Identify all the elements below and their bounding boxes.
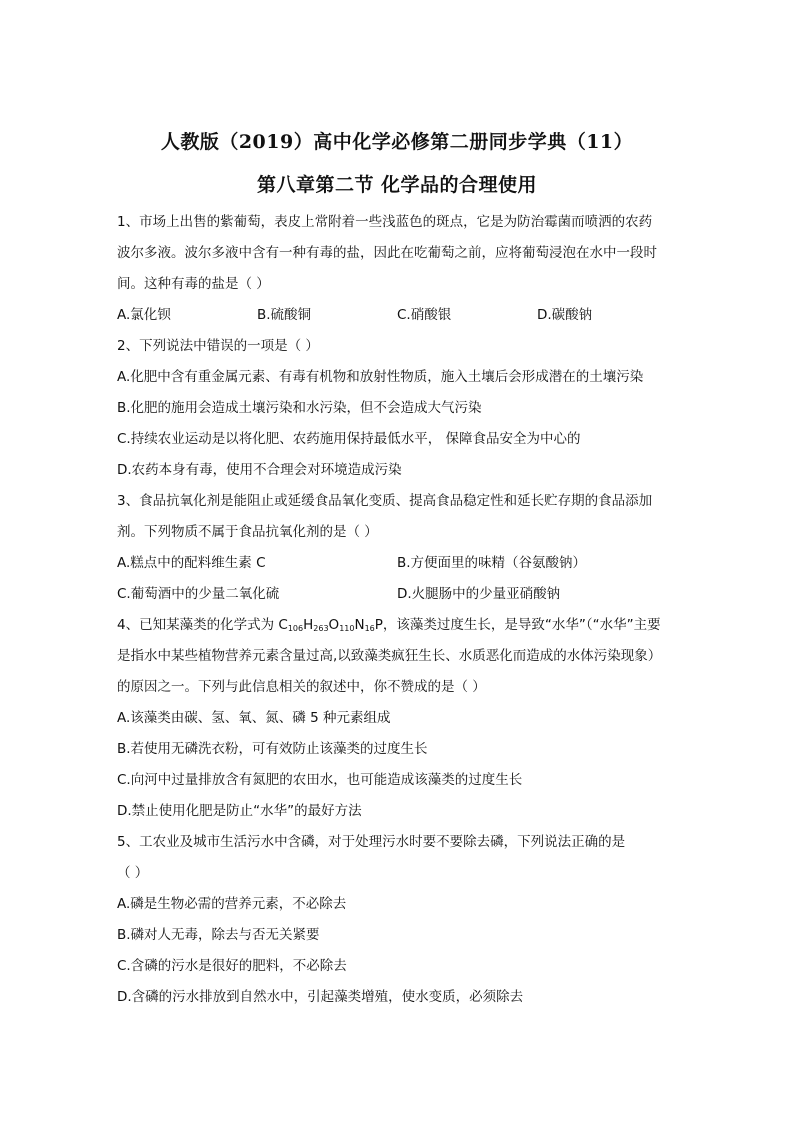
q4-stem-line3: 的原因之一。下列与此信息相关的叙述中，你不赞成的是（ ） [117, 679, 486, 695]
formula-phosphorus: P [374, 617, 383, 633]
q2-option-a: A.化肥中含有重金属元素、有毒有机物和放射性物质，施入土壤后会形成潜在的土壤污染 [117, 369, 644, 385]
q3-option-d: D.火腿肠中的少量亚硝酸钠 [397, 586, 561, 602]
q5-option-b: B.磷对人无毒，除去与否无关紧要 [117, 927, 320, 943]
formula-carbon: C [278, 617, 288, 633]
q3-option-c: C.葡萄酒中的少量二氧化硫 [117, 586, 280, 602]
q3-option-b: B.方便面里的味精（谷氨酸钠） [397, 555, 587, 571]
formula-carbon-count: 106 [287, 624, 304, 633]
q4-stem-line2: 是指水中某些植物营养元素含量过高,以致藻类疯狂生长、水质恶化而造成的水体污染现象） [117, 648, 662, 664]
chemical-formula [278, 617, 383, 633]
q1-option-d: D.碳酸钠 [537, 307, 593, 323]
q5-option-d: D.含磷的污水排放到自然水中，引起藻类增殖，使水变质，必须除去 [117, 989, 524, 1005]
formula-nitrogen: N [354, 617, 365, 633]
q4-option-a: A.该藻类由碳、氢、氧、氮、磷 5 种元素组成 [117, 710, 391, 726]
q1-stem-line2: 波尔多液。波尔多液中含有一种有毒的盐，因此在吃葡萄之前，应将葡萄浸泡在水中一段时 [117, 245, 657, 261]
q1-option-a: A.氯化钡 [117, 307, 171, 323]
section-subtitle: 第八章第二节 化学品的合理使用 [256, 174, 538, 196]
formula-hydrogen: H [303, 617, 314, 633]
q1-option-b: B.硫酸铜 [257, 307, 312, 323]
q4-option-b: B.若使用无磷洗衣粉，可有效防止该藻类的过度生长 [117, 741, 428, 757]
q3-stem-line1: 3、食品抗氧化剂是能阻止或延缓食品氧化变质、提高食品稳定性和延长贮存期的食品添加 [117, 493, 653, 509]
q4-option-d: D.禁止使用化肥是防止“水华”的最好方法 [117, 803, 362, 819]
formula-nitrogen-count: 16 [364, 624, 375, 633]
q5-stem-line2: （ ） [117, 865, 149, 881]
formula-oxygen: O [328, 617, 340, 633]
q5-option-c: C.含磷的污水是很好的肥料，不必除去 [117, 958, 347, 974]
formula-oxygen-count: 110 [339, 624, 355, 633]
q4-stem-suffix: ，该藻类过度生长，是导致“水华”（“水华”主要 [382, 617, 661, 633]
q5-option-a: A.磷是生物必需的营养元素，不必除去 [117, 896, 347, 912]
q2-stem: 2、下列说法中错误的一项是（ ） [117, 338, 319, 354]
q3-stem-line2: 剂。下列物质不属于食品抗氧化剂的是（ ） [117, 524, 378, 540]
q2-option-d: D.农药本身有毒，使用不合理会对环境造成污染 [117, 462, 402, 478]
q1-option-c: C.硝酸银 [397, 307, 452, 323]
document-title: 人教版（2019）高中化学必修第二册同步学典（11） [160, 131, 634, 153]
q5-stem-line1: 5、工农业及城市生活污水中含磷，对于处理污水时要不要除去磷，下列说法正确的是 [117, 834, 626, 850]
q1-stem-line1: 1、市场上出售的紫葡萄，表皮上常附着一些浅蓝色的斑点，它是为防治霉菌而喷洒的农药 [117, 214, 653, 230]
q4-stem-line1 [117, 616, 661, 638]
q2-option-b: B.化肥的施用会造成土壤污染和水污染，但不会造成大气污染 [117, 400, 482, 416]
q1-stem-line3: 间。这种有毒的盐是（ ） [117, 276, 270, 292]
q4-stem-prefix: 4、已知某藻类的化学式为 [117, 617, 279, 633]
q4-option-c: C.向河中过量排放含有氮肥的农田水，也可能造成该藻类的过度生长 [117, 772, 523, 788]
formula-hydrogen-count: 263 [313, 624, 329, 633]
q2-option-c: C.持续农业运动是以将化肥、农药施用保持最低水平， 保障食品安全为中心的 [117, 431, 581, 447]
q3-option-a: A.糕点中的配料维生素 C [117, 555, 266, 571]
